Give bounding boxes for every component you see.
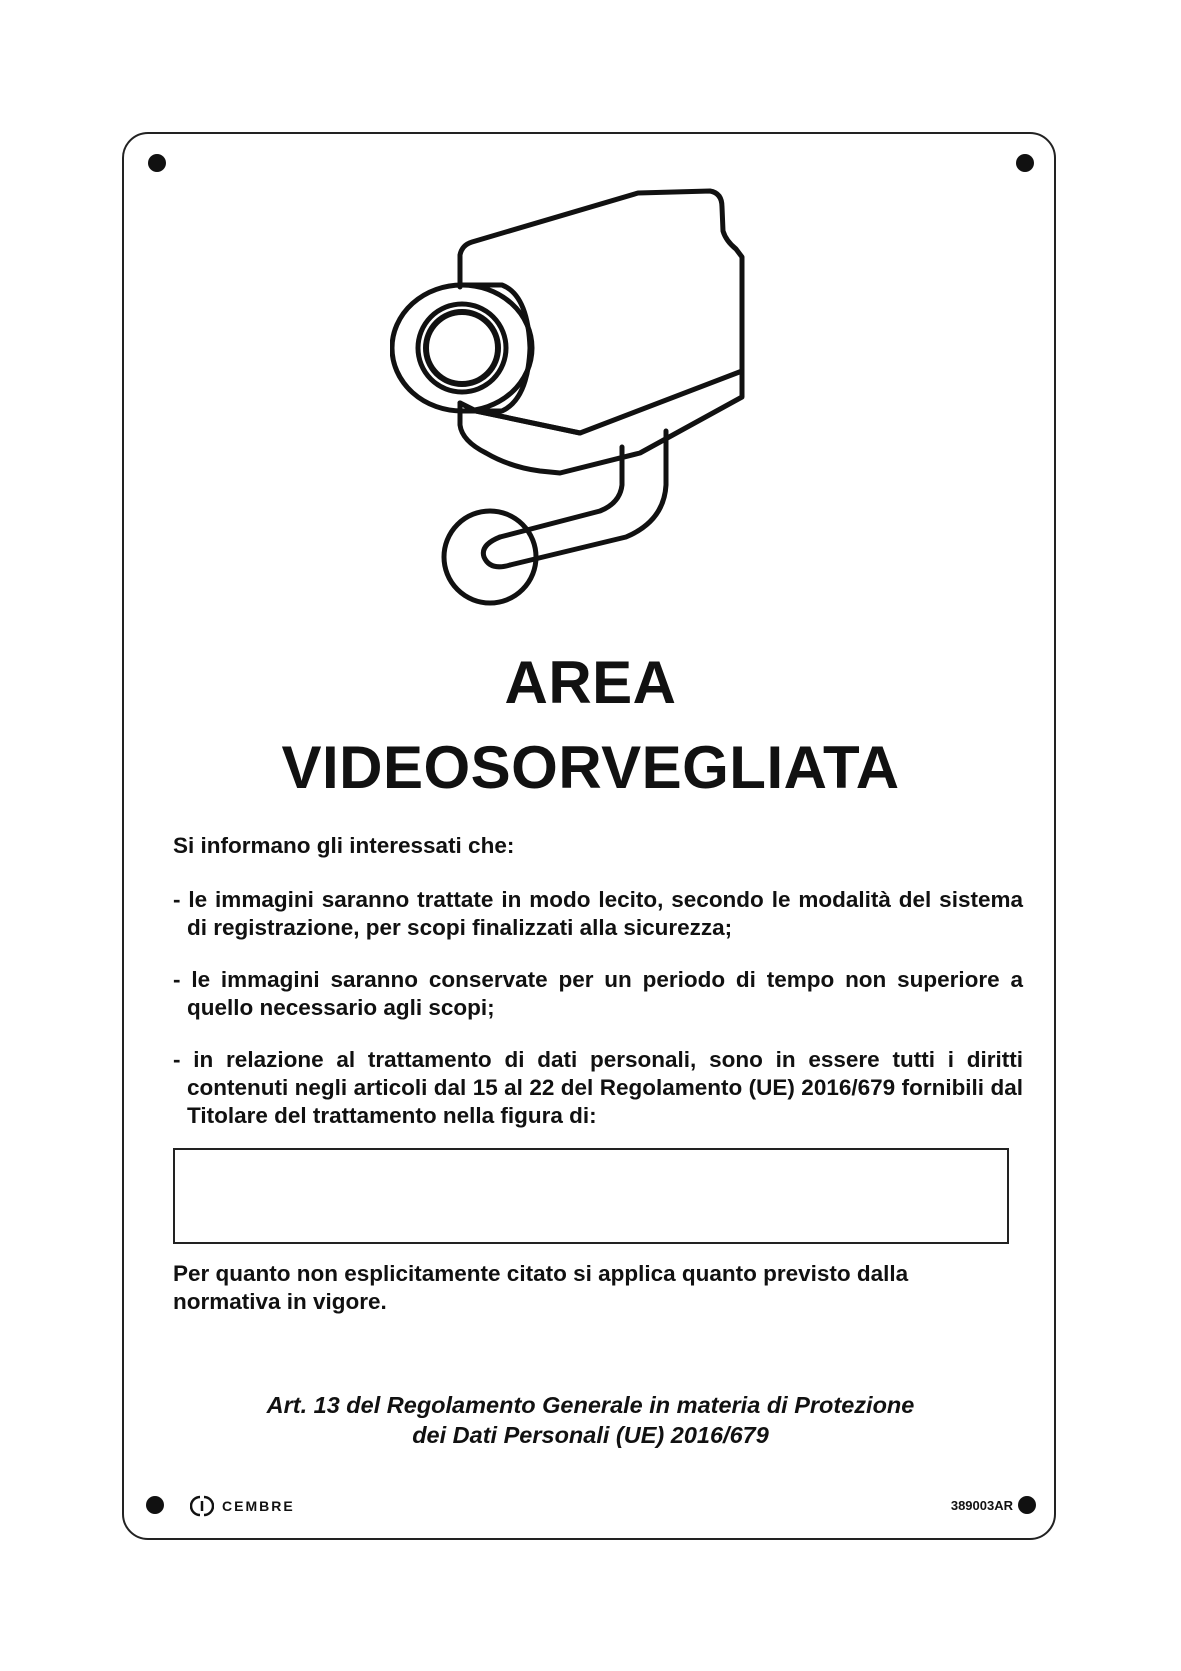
mounting-hole-icon xyxy=(148,154,166,172)
mounting-hole-icon xyxy=(1016,154,1034,172)
notice-item: - in relazione al trattamento di dati personali, sono in essere tutti i diritti contenuti negli articoli dal 15 al 22 del Regolamento (UE) 2016/679 fornibili dal Titolare del trattamento nella figura di: xyxy=(173,1047,1023,1128)
brand xyxy=(190,1494,295,1518)
sign-title-line1: AREA xyxy=(504,649,677,716)
product-code: 389003AR xyxy=(950,1498,1013,1513)
cembre-logo-icon xyxy=(190,1494,214,1518)
mounting-hole-icon xyxy=(146,1496,164,1514)
closing-text: Per quanto non esplicitamente citato si applica quanto previsto dalla normativa in vigore. xyxy=(173,1261,909,1314)
cctv-camera-icon xyxy=(390,185,800,625)
intro-text: Si informano gli interessati che: xyxy=(173,833,515,858)
legal-reference xyxy=(0,1390,1181,1450)
notice-item: - le immagini saranno conservate per un periodo di tempo non superiore a quello necessario agli scopi; xyxy=(173,967,1023,1020)
mounting-hole-icon xyxy=(1018,1496,1036,1514)
legal-reference-line1: Art. 13 del Regolamento Generale in materia di Protezione xyxy=(266,1392,915,1418)
sign-title-line2: VIDEOSORVEGLIATA xyxy=(281,734,900,801)
data-controller-field[interactable] xyxy=(173,1148,1009,1244)
brand-name: CEMBRE xyxy=(222,1498,295,1514)
notice-item: - le immagini saranno trattate in modo lecito, secondo le modalità del sistema di registrazione, per scopi finalizzati alla sicurezza; xyxy=(173,887,1023,940)
legal-reference-line2: dei Dati Personali (UE) 2016/679 xyxy=(412,1422,769,1448)
